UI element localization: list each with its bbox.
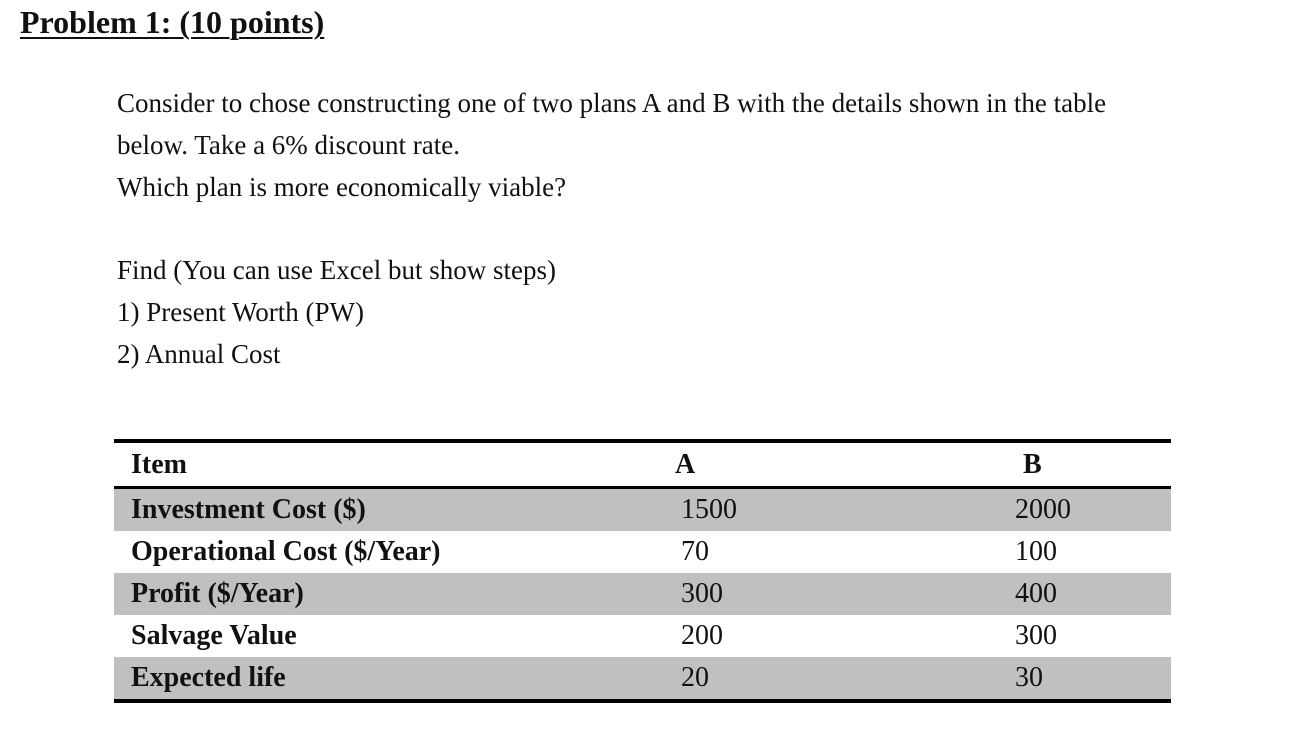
plan-comparison-table-wrapper — [114, 439, 1171, 703]
task-item: 1) Present Worth (PW) — [117, 297, 365, 327]
plan-b-value: 100 — [1015, 536, 1057, 567]
header-item: Item — [131, 448, 187, 480]
header-plan-a: A — [675, 448, 696, 480]
description-question: Which plan is more economically viable? — [117, 172, 567, 202]
task-list — [117, 249, 1297, 375]
table-row — [114, 488, 1171, 532]
task-instruction: Find (You can use Excel but show steps) — [117, 255, 556, 285]
table-row — [114, 573, 1171, 615]
row-label: Salvage Value — [131, 620, 297, 651]
plan-a-value: 300 — [665, 573, 941, 615]
plan-b-value: 300 — [1015, 620, 1057, 651]
row-label: Profit ($/Year) — [114, 573, 665, 615]
row-label: Investment Cost ($) — [114, 488, 665, 532]
header-plan-b: B — [1023, 448, 1042, 480]
plan-b-value: 30 — [941, 657, 1171, 701]
description-line: Consider to chose constructing one of two plans A and B with the details shown in the table — [117, 88, 1107, 118]
table-row — [114, 531, 1171, 573]
plan-b-value: 2000 — [941, 488, 1171, 532]
plan-comparison-table — [114, 439, 1171, 703]
plan-a-value: 20 — [665, 657, 941, 701]
plan-a-value: 1500 — [665, 488, 941, 532]
table-row — [114, 615, 1171, 657]
plan-b-value: 400 — [941, 573, 1171, 615]
description-line: below. Take a 6% discount rate. — [117, 130, 460, 160]
table-row — [114, 657, 1171, 701]
table-header-row — [114, 441, 1171, 488]
plan-a-value: 70 — [681, 536, 709, 567]
row-label: Expected life — [114, 657, 665, 701]
problem-description — [117, 82, 1297, 208]
task-item: 2) Annual Cost — [117, 339, 281, 369]
plan-a-value: 200 — [681, 620, 723, 651]
row-label: Operational Cost ($/Year) — [131, 536, 441, 567]
problem-heading: Problem 1: (10 points) — [20, 4, 325, 40]
